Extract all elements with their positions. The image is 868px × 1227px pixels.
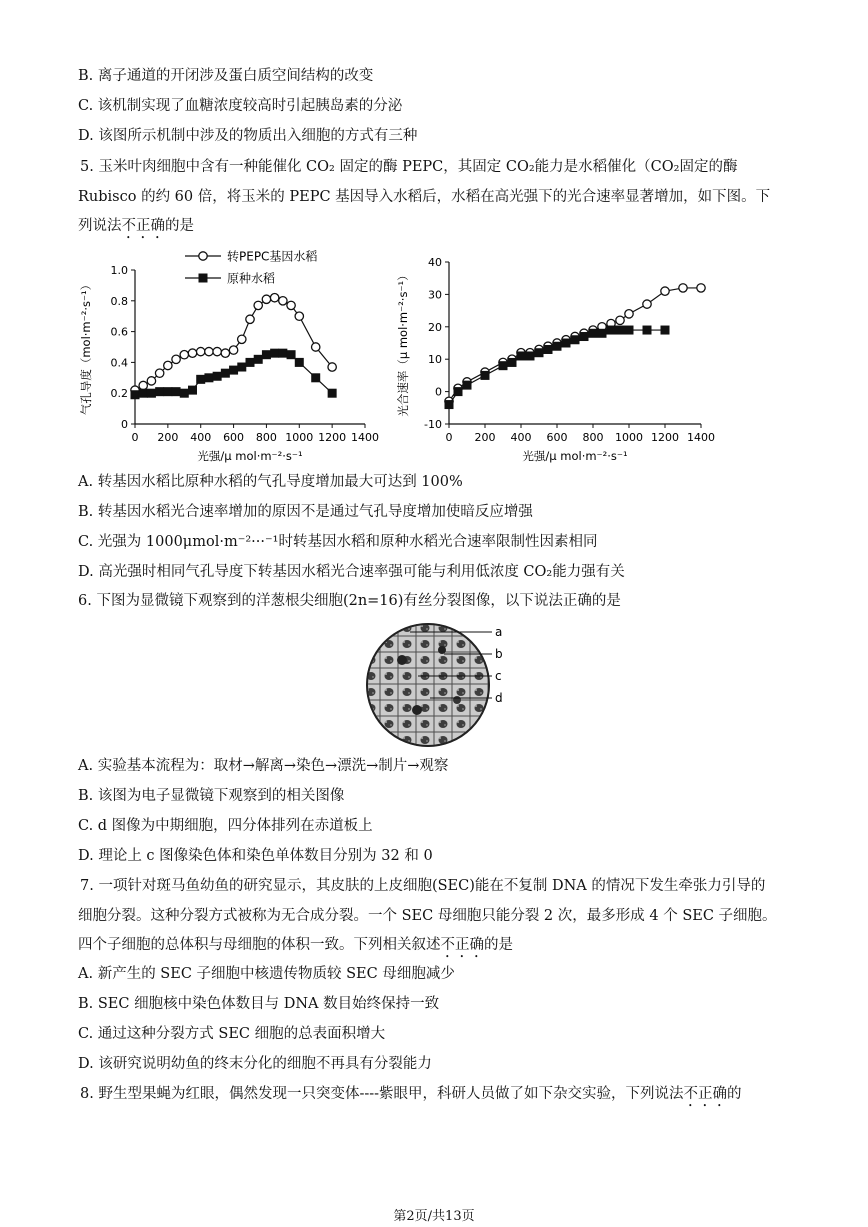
data-point: [553, 342, 562, 351]
data-point: [295, 358, 304, 367]
data-point: [544, 345, 553, 354]
label-c: c: [495, 669, 502, 683]
data-point: [589, 329, 598, 338]
data-point: [188, 349, 196, 357]
q5-option-a: A. 转基因水稻比原种水稻的气孔导度增加最大可达到 100%: [78, 474, 463, 490]
q5-stem-line1: 5. 玉米叶肉细胞中含有一种能催化 CO₂ 固定的酶 PEPC，其固定 CO₂能力是水稻催化（CO₂固定的酶: [80, 159, 738, 175]
legend-label: 原种水稻: [227, 271, 276, 286]
data-point: [180, 389, 189, 398]
y-tick-label: 1.0: [110, 264, 128, 277]
q7-option-b: B. SEC 细胞核中染色体数目与 DNA 数目始终保持一致: [78, 996, 440, 1012]
legend-marker: [199, 274, 208, 283]
q5-stem-line2: Rubisco 的约 60 倍，将玉米的 PEPC 基因导入水稻后，水稻在高光强下的光合速率显著增加，如下图。下: [78, 189, 771, 205]
data-point: [278, 349, 287, 358]
data-point: [312, 343, 320, 351]
y-tick-label: 40: [428, 256, 442, 269]
data-point: [139, 381, 147, 389]
page-footer: 第2页/共13页: [393, 1209, 475, 1224]
data-point: [481, 371, 490, 380]
data-point: [262, 295, 270, 303]
q7-stem-line3: 四个子细胞的总体积与母细胞的体积一致。下列相关叙述不正确的是: [78, 937, 513, 953]
y-tick-label: 0: [121, 418, 128, 431]
data-point: [262, 350, 271, 359]
x-tick-label: 1000: [615, 431, 643, 444]
emphasis-not-correct: 不正确: [683, 1086, 728, 1102]
q7-option-d: D. 该研究说明幼鱼的终末分化的细胞不再具有分裂能力: [78, 1056, 432, 1072]
y-tick-label: 10: [428, 353, 442, 367]
y-axis-title: 气孔导度（mol·m⁻²·s⁻¹）: [79, 278, 93, 416]
y-tick-label: 0: [435, 385, 442, 399]
x-tick-label: 800: [255, 431, 277, 444]
data-point: [254, 301, 262, 309]
data-point: [172, 387, 181, 396]
x-tick-label: 200: [474, 431, 496, 444]
q6-option-c: C. d 图像为中期细胞，四分体排列在赤道板上: [78, 818, 373, 834]
q7-stem-line2: 细胞分裂。这种分裂方式被称为无合成分裂。一个 SEC 母细胞只能分裂 2 次，最多形成 4 个 SEC 子细胞。: [78, 908, 777, 924]
q6-option-d: D. 理论上 c 图像染色体和染色单体数目分别为 32 和 0: [78, 848, 433, 864]
q4-option-d: D. 该图所示机制中涉及的物质出入细胞的方式有三种: [78, 128, 418, 144]
data-point: [229, 346, 237, 354]
x-tick-label: 1400: [351, 431, 379, 444]
data-point: [616, 316, 624, 324]
y-tick-label: 20: [428, 320, 442, 334]
data-point: [625, 310, 633, 318]
q5-stem-line3: 列说法不正确的是: [78, 218, 194, 234]
data-point: [287, 350, 296, 359]
q6-option-b: B. 该图为电子显微镜下观察到的相关图像: [78, 788, 345, 804]
series-line: [449, 288, 701, 401]
q6-option-a: A. 实验基本流程为：取材→解离→染色→漂洗→制片→观察: [78, 758, 449, 774]
data-point: [221, 349, 229, 357]
y-tick-label: 0.4: [110, 356, 128, 370]
q4-option-b: B. 离子通道的开闭涉及蛋白质空间结构的改变: [78, 68, 374, 84]
data-point: [526, 351, 535, 360]
data-point: [535, 348, 544, 357]
data-point: [205, 347, 213, 355]
data-point: [445, 400, 454, 409]
data-point: [643, 300, 651, 308]
data-point: [131, 390, 140, 399]
data-point: [164, 361, 172, 369]
data-point: [270, 294, 278, 302]
data-point: [295, 312, 303, 320]
data-point: [270, 349, 279, 358]
data-point: [679, 284, 687, 292]
data-point: [147, 377, 155, 385]
data-point: [463, 381, 472, 390]
x-tick-label: 0: [131, 431, 139, 444]
data-point: [238, 335, 246, 343]
data-point: [213, 347, 221, 355]
data-point: [499, 361, 508, 370]
data-point: [580, 332, 589, 341]
data-point: [229, 366, 238, 375]
data-point: [562, 339, 571, 348]
legend-marker: [199, 252, 207, 260]
microscope-cell-image: [362, 620, 522, 750]
q4-option-c: C. 该机制实现了血糖浓度较高时引起胰岛素的分泌: [78, 98, 403, 114]
q5-option-d: D. 高光强时相同气孔导度下转基因水稻光合速率强可能与利用低浓度 CO₂能力强有关: [78, 564, 625, 580]
series-line: [135, 298, 332, 390]
data-point: [163, 387, 172, 396]
y-tick-label: 0.6: [110, 325, 128, 339]
data-point: [661, 326, 670, 335]
data-point: [246, 358, 255, 367]
data-point: [625, 326, 634, 335]
data-point: [237, 363, 246, 372]
q6-stem: 6. 下图为显微镜下观察到的洋葱根尖细胞(2n=16)有丝分裂图像，以下说法正确的是: [78, 593, 621, 609]
x-tick-label: 600: [546, 431, 568, 444]
x-tick-label: 400: [510, 431, 532, 444]
data-point: [213, 372, 222, 381]
y-tick-label: 0.8: [110, 294, 128, 308]
photosynthesis-rate-chart: [395, 244, 725, 466]
stomatal-conductance-chart: [78, 244, 388, 466]
y-tick-label: -10: [424, 418, 442, 431]
x-tick-label: 1000: [285, 431, 314, 444]
label-b: b: [495, 647, 503, 661]
data-point: [508, 358, 517, 367]
label-d: d: [495, 691, 503, 705]
q7-option-a: A. 新产生的 SEC 子细胞中核遗传物质较 SEC 母细胞减少: [78, 966, 455, 982]
data-point: [197, 347, 205, 355]
emphasis-not-correct: 不正确: [440, 937, 484, 953]
legend-label: 转PEPC基因水稻: [227, 249, 318, 264]
y-tick-label: 0.2: [110, 387, 128, 401]
x-tick-label: 200: [157, 431, 179, 444]
data-point: [180, 351, 188, 359]
x-axis-title: 光强/μ mol·m⁻²·s⁻¹: [522, 449, 628, 463]
data-point: [697, 284, 705, 292]
y-tick-label: 30: [428, 288, 442, 302]
data-point: [328, 389, 337, 398]
data-point: [287, 301, 295, 309]
data-point: [616, 326, 625, 335]
emphasis-not-correct: 不正确: [121, 218, 165, 234]
x-tick-label: 0: [445, 431, 453, 444]
data-point: [661, 287, 669, 295]
x-axis-title: 光强/μ mol·m⁻²·s⁻¹: [197, 449, 303, 463]
data-point: [454, 387, 463, 396]
data-point: [328, 363, 336, 371]
data-point: [607, 326, 616, 335]
q7-option-c: C. 通过这种分裂方式 SEC 细胞的总表面积增大: [78, 1026, 386, 1042]
x-tick-label: 400: [190, 431, 212, 444]
data-point: [571, 335, 580, 344]
data-point: [598, 329, 607, 338]
data-point: [204, 373, 213, 382]
q8-stem: 8. 野生型果蝇为红眼，偶然发现一只突变体----紫眼甲，科研人员做了如下杂交实验，下列说法不正确的: [80, 1086, 742, 1102]
data-point: [172, 355, 180, 363]
q5-option-c: C. 光强为 1000μmol·m⁻²···⁻¹时转基因水稻和原种水稻光合速率限制性因素相同: [78, 534, 598, 550]
x-tick-label: 800: [582, 431, 604, 444]
data-point: [155, 369, 163, 377]
x-tick-label: 600: [223, 431, 245, 444]
data-point: [311, 373, 320, 382]
data-point: [279, 297, 287, 305]
data-point: [254, 355, 263, 364]
data-point: [196, 375, 205, 384]
data-point: [643, 326, 652, 335]
data-point: [147, 389, 156, 398]
data-point: [246, 315, 254, 323]
x-tick-label: 1200: [318, 431, 347, 444]
x-tick-label: 1400: [687, 431, 715, 444]
data-point: [188, 386, 197, 395]
y-axis-title: 光合速率（μ mol·m⁻²·s⁻¹）: [396, 269, 410, 417]
q5-option-b: B. 转基因水稻光合速率增加的原因不是通过气孔导度增加使暗反应增强: [78, 504, 533, 520]
data-point: [155, 387, 164, 396]
q7-stem-line1: 7. 一项针对斑马鱼幼鱼的研究显示，其皮肤的上皮细胞(SEC)能在不复制 DNA 的情况下发生牵张力引导的: [80, 878, 766, 894]
x-tick-label: 1200: [651, 431, 679, 444]
data-point: [139, 389, 148, 398]
data-point: [517, 351, 526, 360]
label-a: a: [495, 625, 503, 639]
data-point: [221, 369, 230, 378]
